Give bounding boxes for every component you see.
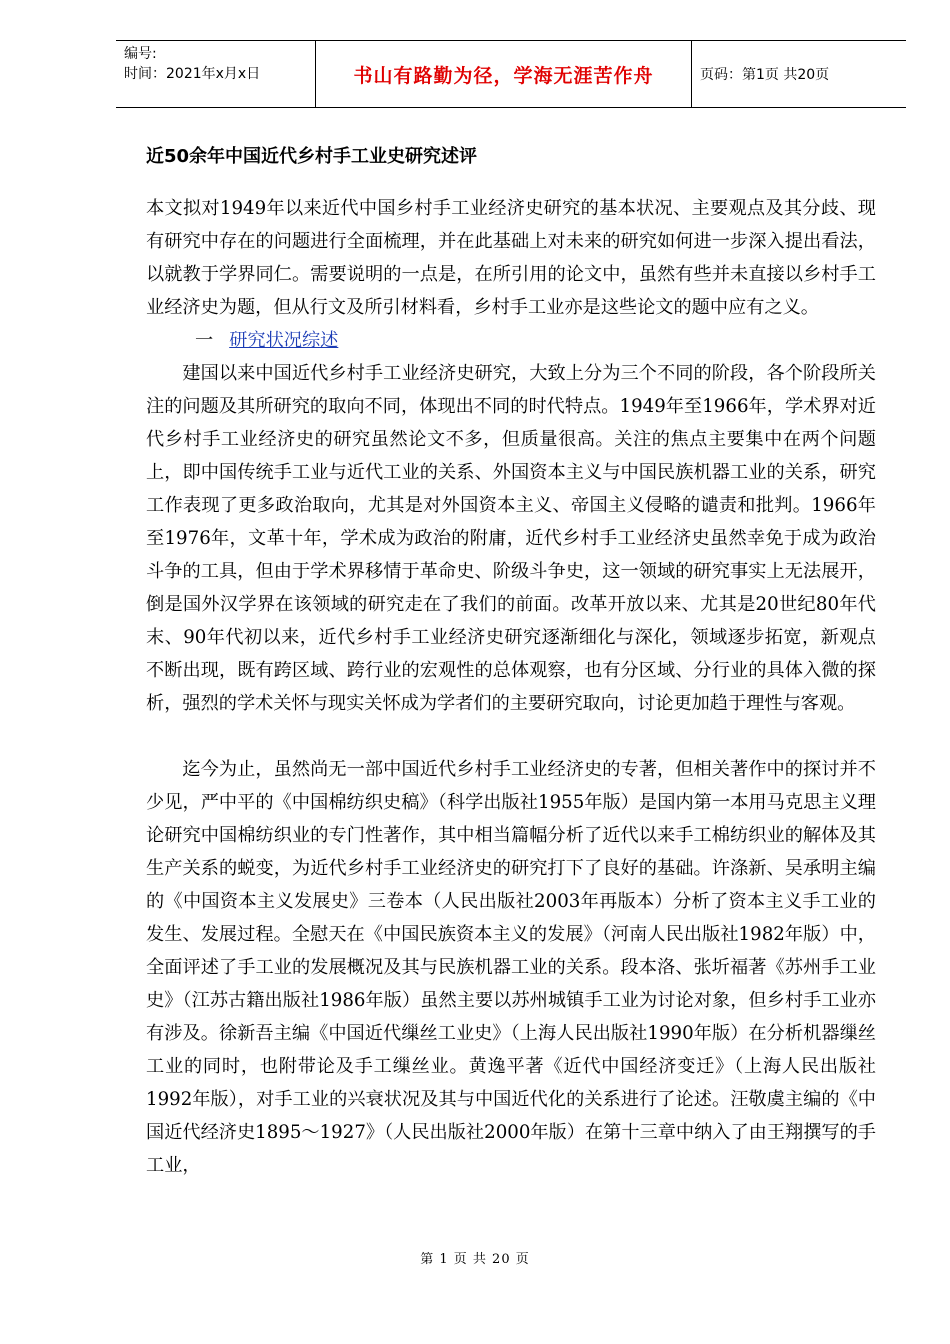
document-body xyxy=(146,192,876,1182)
intro-paragraph: 本文拟对1949年以来近代中国乡村手工业经济史研究的基本状况、主要观点及其分歧、现有研究中存在的问题进行全面梳理，并在此基础上对未来的研究如何进一步深入提出看法，以就教于学界同仁。需要说明的一点是，在所引用的论文中，虽然有些并未直接以乡村手工业经济史为题，但从行文及所引材料看，乡村手工业亦是这些论文的题中应有之义。 xyxy=(146,198,876,318)
document-time-label: 时间：2021年x月x日 xyxy=(124,66,261,82)
section-number: 一 xyxy=(195,330,214,351)
header-slogan: 书山有路勤为径，学海无涯苦作舟 xyxy=(316,41,692,107)
section-heading xyxy=(146,324,876,357)
footer-page-number: 第 1 页 共 20 页 xyxy=(420,1252,530,1267)
body-paragraph-2: 迄今为止，虽然尚无一部中国近代乡村手工业经济史的专著，但相关著作中的探讨并不少见，严中平的《中国棉纺织史稿》（科学出版社1955年版）是国内第一本用马克思主义理论研究中国棉纺织业的专门性著作，其中相当篇幅分析了近代以来手工棉纺织业的解体及其生产关系的蜕变，为近代乡村手工业经济史的研究打下了良好的基础。许涤新、吴承明主编的《中国资本主义发展史》三卷本（人民出版社2003年再版本）分析了资本主义手工业的发生、发展过程。全慰天在《中国民族资本主义的发展》（河南人民出版社1982年版）中，全面评述了手工业的发展概况及其与民族机器工业的关系。段本洛、张圻福著《苏州手工业史》（江苏古籍出版社1986年版）虽然主要以苏州城镇手工业为讨论对象，但乡村手工业亦有涉及。徐新吾主编《中国近代缫丝工业史》（上海人民出版社1990年版）在分析机器缫丝工业的同时，也附带论及手工缫丝业。黄逸平著《近代中国经济变迁》（上海人民出版社1992年版），对手工业的兴衰状况及其与中国近代化的关系进行了论述。汪敬虞主编的《中国近代经济史1895～1927》（人民出版社2000年版）在第十三章中纳入了由王翔撰写的手工业， xyxy=(146,759,876,1176)
header-meta-cell xyxy=(116,41,316,107)
paragraph-spacer xyxy=(146,720,876,753)
document-number-label: 编号: xyxy=(124,46,157,62)
header-table xyxy=(116,40,906,108)
document-title: 近50余年中国近代乡村手工业史研究述评 xyxy=(146,146,478,167)
page-footer xyxy=(0,1248,950,1267)
section-link-research-overview[interactable]: 研究状况综述 xyxy=(229,330,339,351)
header-page-info: 页码：第1页 共20页 xyxy=(700,67,830,83)
body-paragraph-1: 建国以来中国近代乡村手工业经济史研究，大致上分为三个不同的阶段，各个阶段所关注的问题及其所研究的取向不同，体现出不同的时代特点。1949年至1966年，学术界对近代乡村手工业经济史的研究虽然论文不多，但质量很高。关注的焦点主要集中在两个问题上，即中国传统手工业与近代工业的关系、外国资本主义与中国民族机器工业的关系，研究工作表现了更多政治取向，尤其是对外国资本主义、帝国主义侵略的谴责和批判。1966年至1976年，文革十年，学术成为政治的附庸，近代乡村手工业经济史虽然幸免于成为政治斗争的工具，但由于学术界移情于革命史、阶级斗争史，这一领域的研究事实上无法展开，倒是国外汉学界在该领域的研究走在了我们的前面。改革开放以来、尤其是20世纪80年代末、90年代初以来，近代乡村手工业经济史研究逐渐细化与深化，领域逐步拓宽，新观点不断出现，既有跨区域、跨行业的宏观性的总体观察，也有分区域、分行业的具体入微的探析，强烈的学术关怀与现实关怀成为学者们的主要研究取向，讨论更加趋于理性与客观。 xyxy=(146,363,876,714)
